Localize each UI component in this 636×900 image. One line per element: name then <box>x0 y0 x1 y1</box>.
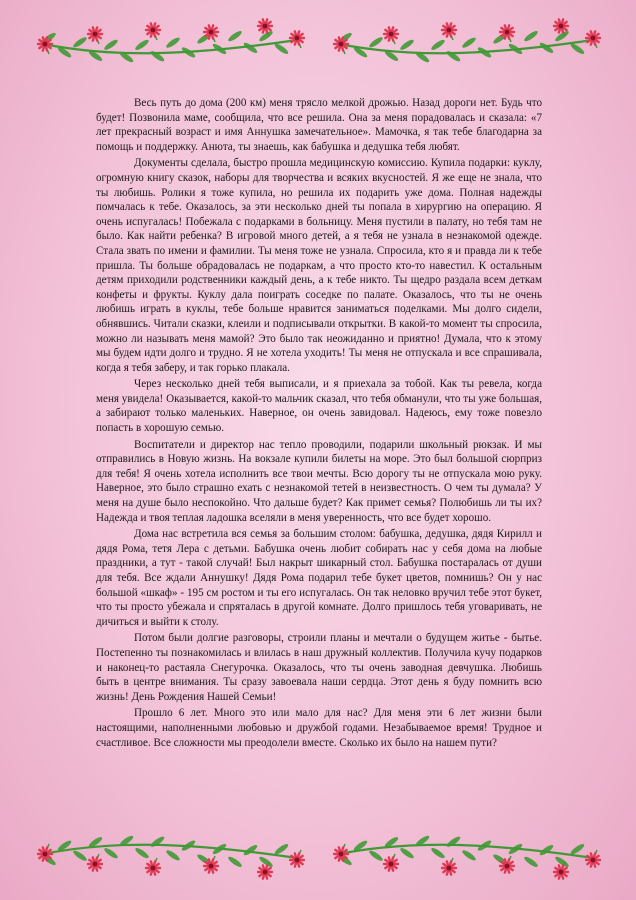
leaf-icon <box>149 835 165 848</box>
leaf-icon <box>523 29 539 42</box>
paragraph: Весь путь до дома (200 км) меня трясло мелкой дрожью. Назад дороги нет. Будь что будет! Позвонила маме, сообщила, что все решила. Она за меня порадовалась и сказала: «7 лет прекрасный возраст и имя Аннушка замечательное». Мамочка, я так тебе благодарна за помощь и поддержку. Анюта, ты знаешь, как бабушка и дедушка тебя любят. <box>96 97 542 153</box>
leaf-icon <box>273 842 289 855</box>
leaf-icon <box>399 846 415 859</box>
leaf-icon <box>165 36 181 49</box>
leaf-icon <box>523 855 539 868</box>
leaf-icon <box>368 849 384 862</box>
leaf-icon <box>445 50 461 63</box>
leaf-icon <box>461 36 477 49</box>
flower-icon <box>442 858 456 875</box>
flower-icon <box>442 23 456 40</box>
leaf-icon <box>430 846 446 859</box>
leaf-icon <box>72 849 88 862</box>
flower-icon <box>88 854 102 871</box>
paragraph: Потом были долгие разговоры, строили планы и мечтали о будущем житье - бытье. Постепенно ты познакомилась и влилась в наш дружный коллектив. Получила кучу подарков и наконец-то растаяла Снегурочка. Оказалось, что ты очень заводная девчушка. Любишь быть в центре внимания. Ты сразу завоевала наши сердца. Этот день я буду помнить всю жизнь! День Рождения Нашей Семьи! <box>96 632 542 703</box>
flower-garland-top-left <box>35 4 305 74</box>
leaf-icon <box>72 36 88 49</box>
paragraph: Через несколько дней тебя выписали, и я приехала за тобой. Как ты ревела, когда меня увидела! Оказывается, какой-то мальчик сказал, что тебя обманули, что ты уже большая, а забирают только маленьких. Наверное, он очень завидовал. Надеюсь, ему тоже повезло попасть в хорошую семью. <box>96 378 542 435</box>
leaf-icon <box>569 42 585 55</box>
leaf-icon <box>399 38 415 51</box>
leaf-icon <box>569 842 585 855</box>
letter-body <box>96 96 542 826</box>
leaf-icon <box>273 42 289 55</box>
leaf-icon <box>227 29 243 42</box>
flower-garland-bottom-left <box>35 824 305 894</box>
paragraph: Прошло 6 лет. Много это или мало для нас? Для меня эти 6 лет жизни были настоящими, наполненными любовью и дружбой годами. Незабываемое время! Трудное и счастливое. Все сложности мы преодолели вместе. Сколько их было на нашем пути? <box>96 707 542 749</box>
paragraph: Документы сделала, быстро прошла медицинскую комиссию. Купила подарки: куклу, огромную книгу сказок, наборы для творчества и всяких вкусностей. Я же еще не знала, что ты любишь. Ролики я тоже купила, но решила их подарить уже дома. Полная надежды помчалась к тебе. Оказалось, за эти несколько дней ты попала в хирургию на операцию. Я очень испугалась! Побежала с подарками в больницу. Меня пустили в палату, но тебя там не было. Как найти ребенка? В игровой много детей, а я тебя не узнала в незнакомой одежде. Стала звать по имени и фамилии. Ты меня тоже не узнала. Спросила, кто я и правда ли к тебе пришла. Ты больше обрадовалась не подаркам, а что просто кто-то навестил. К остальным детям приходили родственники каждый день, а к тебе никто. Ты щедро раздала всем деткам конфеты и фрукты. Куклу дала поиграть соседке по палате. Оказалось, что ты не очень любишь играть в куклы, тебе больше нравится заниматься поделками. Мы долго сидели, обнявшись. Читали сказки, клеили и подписывали открытки. В какой-то момент ты спросила, можно ли называть меня мамой? Это было так неожиданно и приятно! Думала, что к этому мы будем идти долго и трудно. Я не хотела уходить! Ты меня не отпускала и все спрашивала, когда я тебя заберу, и так горько плакала. <box>96 157 542 374</box>
leaf-icon <box>103 38 119 51</box>
leaf-icon <box>461 849 477 862</box>
flower-garland-icon <box>35 4 305 74</box>
flower-icon <box>88 27 102 44</box>
leaf-icon <box>227 855 243 868</box>
flower-icon <box>384 27 398 44</box>
paragraph: Воспитатели и директор нас тепло проводили, подарили школьный рюкзак. И мы отправились в Новую жизнь. На вокзале купили билеты на море. Это был большой сюрприз для тебя! Я очень хотела исполнить все твои мечты. Всю дорогу ты не отпускала мою руку. Наверное, это было страшно ехать с незнакомой тетей в неизвестность. О чем ты думала? У меня на душе было неспокойно. Что дальше будет? Как примет семья? Полюбишь ли ты их? Надежда и твоя теплая ладошка вселяли в меня уверенность, что все будет хорошо. <box>96 438 542 524</box>
leaf-icon <box>445 835 461 848</box>
flower-garland-top-right <box>331 4 601 74</box>
leaf-icon <box>134 846 150 859</box>
leaf-icon <box>103 846 119 859</box>
flower-garland-icon <box>35 824 305 894</box>
leaf-icon <box>368 36 384 49</box>
flower-icon <box>146 23 160 40</box>
flower-garland-bottom-right <box>331 824 601 894</box>
flower-icon <box>146 858 160 875</box>
leaf-icon <box>149 50 165 63</box>
paragraph: Дома нас встретила вся семья за большим столом: бабушка, дедушка, дядя Кирилл и дядя Рома, тетя Лера с детьми. Бабушка очень любит собирать нас у себя дома на любые праздники, а тут - такой случай! Был накрыт шикарный стол. Бабушка постаралась от души для тебя. Все ждали Аннушку! Дядя Рома подарил тебе букет цветов, помнишь? Он у нас большой «шкаф» - 195 см ростом и ты его испугалась. Он так неловко вручил тебе этот букет, что ты просто убежала и спряталась в другой комнате. Долго пришлось тебя уговаривать, не дичиться и выйти к столу. <box>96 528 542 628</box>
leaf-icon <box>134 38 150 51</box>
flower-garland-icon <box>331 4 601 74</box>
flower-icon <box>384 854 398 871</box>
leaf-icon <box>430 38 446 51</box>
leaf-icon <box>165 849 181 862</box>
flower-garland-icon <box>331 824 601 894</box>
